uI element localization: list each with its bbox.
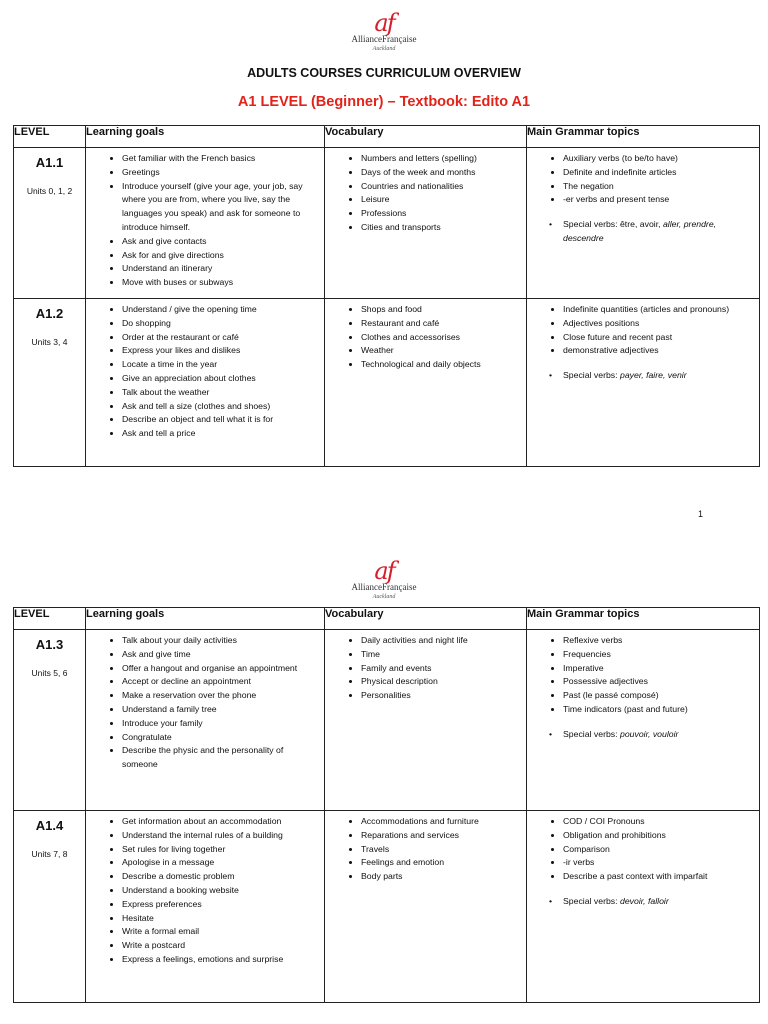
- vocabulary-cell: [325, 630, 527, 811]
- logo-brand-text: AllianceFrançaise: [351, 34, 417, 44]
- special-verbs-prefix: Special verbs:: [563, 728, 620, 739]
- header-level: LEVEL: [14, 126, 86, 148]
- goals-cell: [86, 148, 325, 299]
- list-item: • The negation: [563, 180, 755, 194]
- list-item: • Accept or decline an appointment: [122, 675, 320, 689]
- list-item: • Describe the physic and the personality of someone: [122, 744, 320, 772]
- special-verbs: [563, 728, 755, 742]
- goals-list: [86, 152, 324, 290]
- goals-cell: [86, 811, 325, 1003]
- list-item: • Shops and food: [361, 303, 522, 317]
- document-subtitle: A1 LEVEL (Beginner) – Textbook: Edito A1: [237, 94, 531, 110]
- list-item: • Set rules for living together: [122, 843, 320, 857]
- list-item: • Auxiliary verbs (to be/to have): [563, 152, 755, 166]
- vocabulary-list: [325, 303, 526, 372]
- level-units: Units 5, 6: [31, 668, 68, 678]
- list-item: • Obligation and prohibitions: [563, 829, 755, 843]
- list-item: • Greetings: [122, 166, 320, 180]
- header-vocabulary: Vocabulary: [325, 608, 527, 630]
- list-item: • Comparison: [563, 843, 755, 857]
- list-item: • Countries and nationalities: [361, 180, 522, 194]
- list-item: • Adjectives positions: [563, 317, 755, 331]
- list-item: • Write a formal email: [122, 925, 320, 939]
- grammar-cell: [527, 299, 760, 467]
- vocabulary-list: [325, 815, 526, 884]
- list-item: • Possessive adjectives: [563, 675, 755, 689]
- logo-city-text: Auckland: [372, 594, 396, 600]
- list-item: • Offer a hangout and organise an appointment: [122, 662, 320, 676]
- list-item: • Cities and transports: [361, 221, 522, 235]
- table-header-row: [14, 126, 760, 148]
- af-logo-icon: af: [374, 557, 394, 585]
- list-item: • Ask and tell a size (clothes and shoes): [122, 400, 320, 414]
- list-item: • Talk about the weather: [122, 386, 320, 400]
- header-level: LEVEL: [14, 608, 86, 630]
- list-item: • Ask and give contacts: [122, 235, 320, 249]
- list-item: • Understand a booking website: [122, 884, 320, 898]
- level-units: Units 3, 4: [31, 337, 68, 347]
- level-code: A1.3: [35, 637, 64, 652]
- list-item: • Technological and daily objects: [361, 358, 522, 372]
- list-item: • Physical description: [361, 675, 522, 689]
- list-item: • Congratulate: [122, 731, 320, 745]
- vocabulary-list: [325, 634, 526, 703]
- list-item: • Describe a domestic problem: [122, 870, 320, 884]
- table-header-row: [14, 608, 760, 630]
- list-item: • Do shopping: [122, 317, 320, 331]
- document-page-2: [0, 540, 768, 1024]
- level-code: A1.4: [35, 818, 64, 833]
- table-row-a1-2: [14, 299, 760, 467]
- list-item: • Time indicators (past and future): [563, 703, 755, 717]
- list-item: • Body parts: [361, 870, 522, 884]
- list-item: • Time: [361, 648, 522, 662]
- list-item: • Give an appreciation about clothes: [122, 372, 320, 386]
- list-item: • Accommodations and furniture: [361, 815, 522, 829]
- list-item: • Hesitate: [122, 912, 320, 926]
- list-item: • Feelings and emotion: [361, 856, 522, 870]
- goals-cell: [86, 299, 325, 467]
- list-item: • Understand the internal rules of a building: [122, 829, 320, 843]
- list-item: • Introduce your family: [122, 717, 320, 731]
- list-item: • Days of the week and months: [361, 166, 522, 180]
- list-item: • Apologise in a message: [122, 856, 320, 870]
- grammar-list: [527, 303, 759, 358]
- list-item: • Indefinite quantities (articles and pronouns): [563, 303, 755, 317]
- goals-list: [86, 815, 324, 967]
- list-item: • Reflexive verbs: [563, 634, 755, 648]
- special-verbs: [563, 895, 755, 909]
- list-item: • Professions: [361, 207, 522, 221]
- curriculum-table-page-2: [13, 607, 760, 1003]
- vocabulary-cell: [325, 299, 527, 467]
- level-units: Units 7, 8: [31, 849, 68, 859]
- document-title: ADULTS COURSES CURRICULUM OVERVIEW: [247, 66, 521, 80]
- table-row-a1-1: [14, 148, 760, 299]
- vocabulary-cell: [325, 148, 527, 299]
- logo-brand-text: AllianceFrançaise: [351, 582, 417, 592]
- list-item: • Imperative: [563, 662, 755, 676]
- vocabulary-cell: [325, 811, 527, 1003]
- list-item: • Talk about your daily activities: [122, 634, 320, 648]
- list-item: • Describe an object and tell what it is for: [122, 413, 320, 427]
- grammar-cell: [527, 148, 760, 299]
- list-item: • Numbers and letters (spelling): [361, 152, 522, 166]
- special-verbs-prefix: Special verbs: être, avoir,: [563, 219, 663, 230]
- list-item: • Express a feelings, emotions and surprise: [122, 953, 320, 967]
- level-cell: [14, 299, 86, 467]
- list-item: • Locate a time in the year: [122, 358, 320, 372]
- list-item: • Weather: [361, 344, 522, 358]
- list-item: • Move with buses or subways: [122, 276, 320, 290]
- list-item: • Order at the restaurant or café: [122, 331, 320, 345]
- list-item: • Family and events: [361, 662, 522, 676]
- special-verbs-italic: payer, faire, venir: [619, 370, 687, 381]
- header-grammar: Main Grammar topics: [527, 126, 760, 148]
- list-item: • Describe a past context with imparfait: [563, 870, 755, 884]
- list-item: • Leisure: [361, 193, 522, 207]
- vocabulary-list: [325, 152, 526, 235]
- list-item: • Close future and recent past: [563, 331, 755, 345]
- list-item: • Understand a family tree: [122, 703, 320, 717]
- list-item: • Ask and tell a price: [122, 427, 320, 441]
- alliance-francaise-logo: [0, 9, 768, 53]
- list-item: • Past (le passé composé): [563, 689, 755, 703]
- curriculum-table-page-1: [13, 125, 760, 467]
- grammar-list: [527, 634, 759, 717]
- header-learning-goals: Learning goals: [86, 608, 325, 630]
- level-cell: [14, 148, 86, 299]
- logo-city-text: Auckland: [372, 46, 396, 52]
- special-verbs: [563, 369, 755, 383]
- list-item: • Understand an itinerary: [122, 262, 320, 276]
- table-row-a1-3: [14, 630, 760, 811]
- list-item: • Reparations and services: [361, 829, 522, 843]
- list-item: • -ir verbs: [563, 856, 755, 870]
- special-verbs-prefix: Special verbs:: [563, 895, 620, 906]
- list-item: • Definite and indefinite articles: [563, 166, 755, 180]
- level-cell: [14, 630, 86, 811]
- list-item: • Travels: [361, 843, 522, 857]
- page-number: 1: [697, 509, 703, 519]
- list-item: • Get information about an accommodation: [122, 815, 320, 829]
- special-verbs-prefix: Special verbs:: [563, 370, 620, 381]
- list-item: • Understand / give the opening time: [122, 303, 320, 317]
- table-row-a1-4: [14, 811, 760, 1003]
- grammar-cell: [527, 630, 760, 811]
- list-item: • Make a reservation over the phone: [122, 689, 320, 703]
- special-verbs-italic: pouvoir, vouloir: [619, 728, 679, 739]
- level-units: Units 0, 1, 2: [26, 186, 73, 196]
- goals-list: [86, 634, 324, 772]
- alliance-francaise-logo: [0, 557, 768, 601]
- af-logo-icon: af: [374, 9, 394, 37]
- goals-list: [86, 303, 324, 441]
- grammar-list: [527, 152, 759, 207]
- list-item: • -er verbs and present tense: [563, 193, 755, 207]
- special-verbs-italic: devoir, falloir: [619, 895, 669, 906]
- special-verbs-italic: aller, prendre, descendre: [563, 219, 717, 243]
- list-item: • Write a postcard: [122, 939, 320, 953]
- list-item: • Introduce yourself (give your age, your job, say where you are from, where you live, say the languages you speak) and ask for someone to introduce himself.: [122, 180, 320, 235]
- list-item: • Daily activities and night life: [361, 634, 522, 648]
- grammar-cell: [527, 811, 760, 1003]
- list-item: • Express preferences: [122, 898, 320, 912]
- level-code: A1.2: [35, 306, 64, 321]
- list-item: • Ask and give time: [122, 648, 320, 662]
- goals-cell: [86, 630, 325, 811]
- header-vocabulary: Vocabulary: [325, 126, 527, 148]
- header-grammar: Main Grammar topics: [527, 608, 760, 630]
- special-verbs: [563, 218, 755, 246]
- list-item: • Ask for and give directions: [122, 249, 320, 263]
- list-item: • Clothes and accessorises: [361, 331, 522, 345]
- header-learning-goals: Learning goals: [86, 126, 325, 148]
- level-cell: [14, 811, 86, 1003]
- level-code: A1.1: [35, 155, 64, 170]
- list-item: • Express your likes and dislikes: [122, 344, 320, 358]
- list-item: • Restaurant and café: [361, 317, 522, 331]
- list-item: • COD / COI Pronouns: [563, 815, 755, 829]
- grammar-list: [527, 815, 759, 884]
- list-item: • Frequencies: [563, 648, 755, 662]
- list-item: • demonstrative adjectives: [563, 344, 755, 358]
- list-item: • Personalities: [361, 689, 522, 703]
- list-item: • Get familiar with the French basics: [122, 152, 320, 166]
